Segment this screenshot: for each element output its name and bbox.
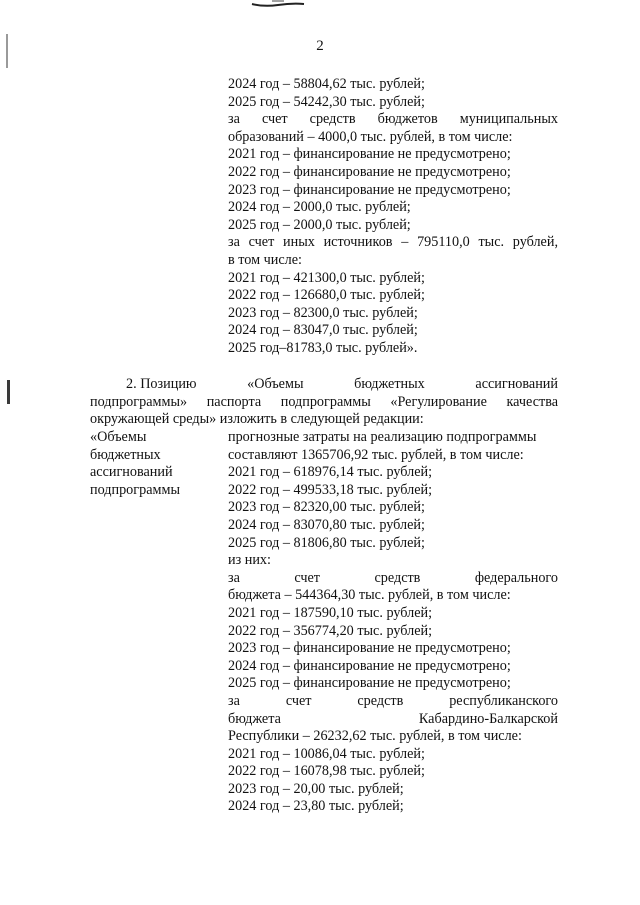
text-line: 2023 год – 82320,00 тыс. рублей;	[228, 499, 425, 516]
word: «Объемы	[247, 376, 304, 392]
justified-line	[228, 711, 558, 729]
word: качества	[506, 393, 558, 410]
text-line: в том числе:	[228, 251, 302, 268]
word: счет	[294, 569, 321, 586]
justified-line	[228, 693, 558, 711]
word: средств	[309, 111, 356, 128]
text-line: 2025 год – 81806,80 тыс. рублей;	[228, 534, 425, 551]
justified-line	[228, 570, 558, 588]
scan-artifact-mark	[250, 0, 306, 10]
word: счет	[248, 234, 275, 251]
word: 2. Позицию	[126, 376, 197, 392]
word: бюджетов	[377, 111, 438, 128]
text-line: 2023 год – финансирование не предусмотрено;	[228, 640, 511, 657]
word: иных	[283, 234, 315, 251]
word: тыс.	[478, 234, 505, 251]
text-line: 2025 год–81783,0 тыс. рублей».	[228, 339, 418, 356]
text-line: 2025 год – 54242,30 тыс. рублей;	[228, 93, 425, 110]
value-column	[228, 429, 558, 816]
text-line: 2023 год – 82300,0 тыс. рублей;	[228, 304, 418, 321]
text-line: 2025 год – 2000,0 тыс. рублей;	[228, 216, 411, 233]
text-line: 2021 год – 187590,10 тыс. рублей;	[228, 604, 433, 621]
label-line: «Объемы	[90, 429, 147, 445]
text-line: 2024 год – 83047,0 тыс. рублей;	[228, 322, 418, 339]
label-line: ассигнований	[90, 464, 173, 481]
text-line: 2023 год – 20,00 тыс. рублей;	[228, 780, 404, 797]
word: паспорта	[206, 393, 262, 410]
text-line: 2022 год – 16078,98 тыс. рублей;	[228, 763, 425, 780]
text-line: из них:	[228, 552, 271, 569]
word: –	[401, 234, 409, 251]
justified-line	[90, 394, 558, 412]
text-line: образований – 4000,0 тыс. рублей, в том числе:	[228, 128, 513, 145]
section-2-paragraph	[90, 376, 558, 429]
text-line: 2022 год – финансирование не предусмотрено;	[228, 163, 511, 180]
justified-line	[90, 376, 558, 394]
word: бюджетных	[354, 376, 425, 392]
word: рублей,	[512, 234, 558, 251]
text-line: 2021 год – финансирование не предусмотрено;	[228, 146, 511, 163]
word: федерального	[474, 569, 558, 586]
label-line: подпрограммы	[90, 481, 180, 498]
label-line: бюджетных	[90, 446, 161, 463]
text-line: составляют 1365706,92 тыс. рублей, в том числе:	[228, 446, 524, 463]
word: за	[228, 234, 240, 251]
text-line: 2024 год – 83070,80 тыс. рублей;	[228, 516, 425, 533]
text-line: 2021 год – 421300,0 тыс. рублей;	[228, 269, 425, 286]
word: республиканского	[449, 692, 558, 709]
word: за	[228, 569, 240, 586]
text-line: 2022 год – 126680,0 тыс. рублей;	[228, 287, 425, 304]
word: муниципальных	[459, 111, 558, 128]
scan-edge-mark	[7, 380, 10, 404]
text-line: окружающей среды» изложить в следующей редакции:	[90, 411, 424, 428]
text-line: бюджета – 544364,30 тыс. рублей, в том числе:	[228, 587, 511, 604]
word: 795110,0	[417, 234, 470, 251]
word: за	[228, 111, 240, 128]
word: средств	[357, 692, 404, 709]
word: подпрограммы»	[90, 393, 188, 410]
word: ассигнований	[475, 376, 558, 392]
word: средств	[374, 569, 421, 586]
text-line: Республики – 26232,62 тыс. рублей, в том числе:	[228, 728, 522, 745]
page-number: 2	[316, 38, 324, 54]
text-line: 2023 год – финансирование не предусмотрено;	[228, 181, 511, 198]
text-line: 2024 год – 2000,0 тыс. рублей;	[228, 199, 411, 216]
word: счет	[285, 692, 312, 709]
word: подпрограммы	[280, 393, 371, 410]
text-line: 2021 год – 618976,14 тыс. рублей;	[228, 464, 433, 481]
text-line: 2021 год – 10086,04 тыс. рублей;	[228, 745, 425, 762]
text-line: 2024 год – финансирование не предусмотрено;	[228, 657, 511, 674]
word: бюджета	[228, 710, 281, 727]
text-line: 2022 год – 499533,18 тыс. рублей;	[228, 481, 433, 498]
justified-line	[228, 234, 558, 252]
word: Кабардино-Балкарской	[418, 710, 558, 727]
text-line: 2025 год – финансирование не предусмотрено;	[228, 675, 511, 692]
word: «Регулирование	[390, 393, 487, 410]
text-line: 2022 год – 356774,20 тыс. рублей;	[228, 622, 433, 639]
text-line: 2024 год – 58804,62 тыс. рублей;	[228, 76, 425, 92]
continuation-block	[228, 76, 558, 358]
word: счет	[261, 111, 288, 128]
word: за	[228, 692, 240, 709]
word: источников	[323, 234, 393, 251]
text-line: 2024 год – 23,80 тыс. рублей;	[228, 798, 404, 815]
text-line: прогнозные затраты на реализацию подпрограммы	[228, 429, 537, 445]
label-column	[90, 429, 220, 499]
justified-line	[228, 111, 558, 129]
